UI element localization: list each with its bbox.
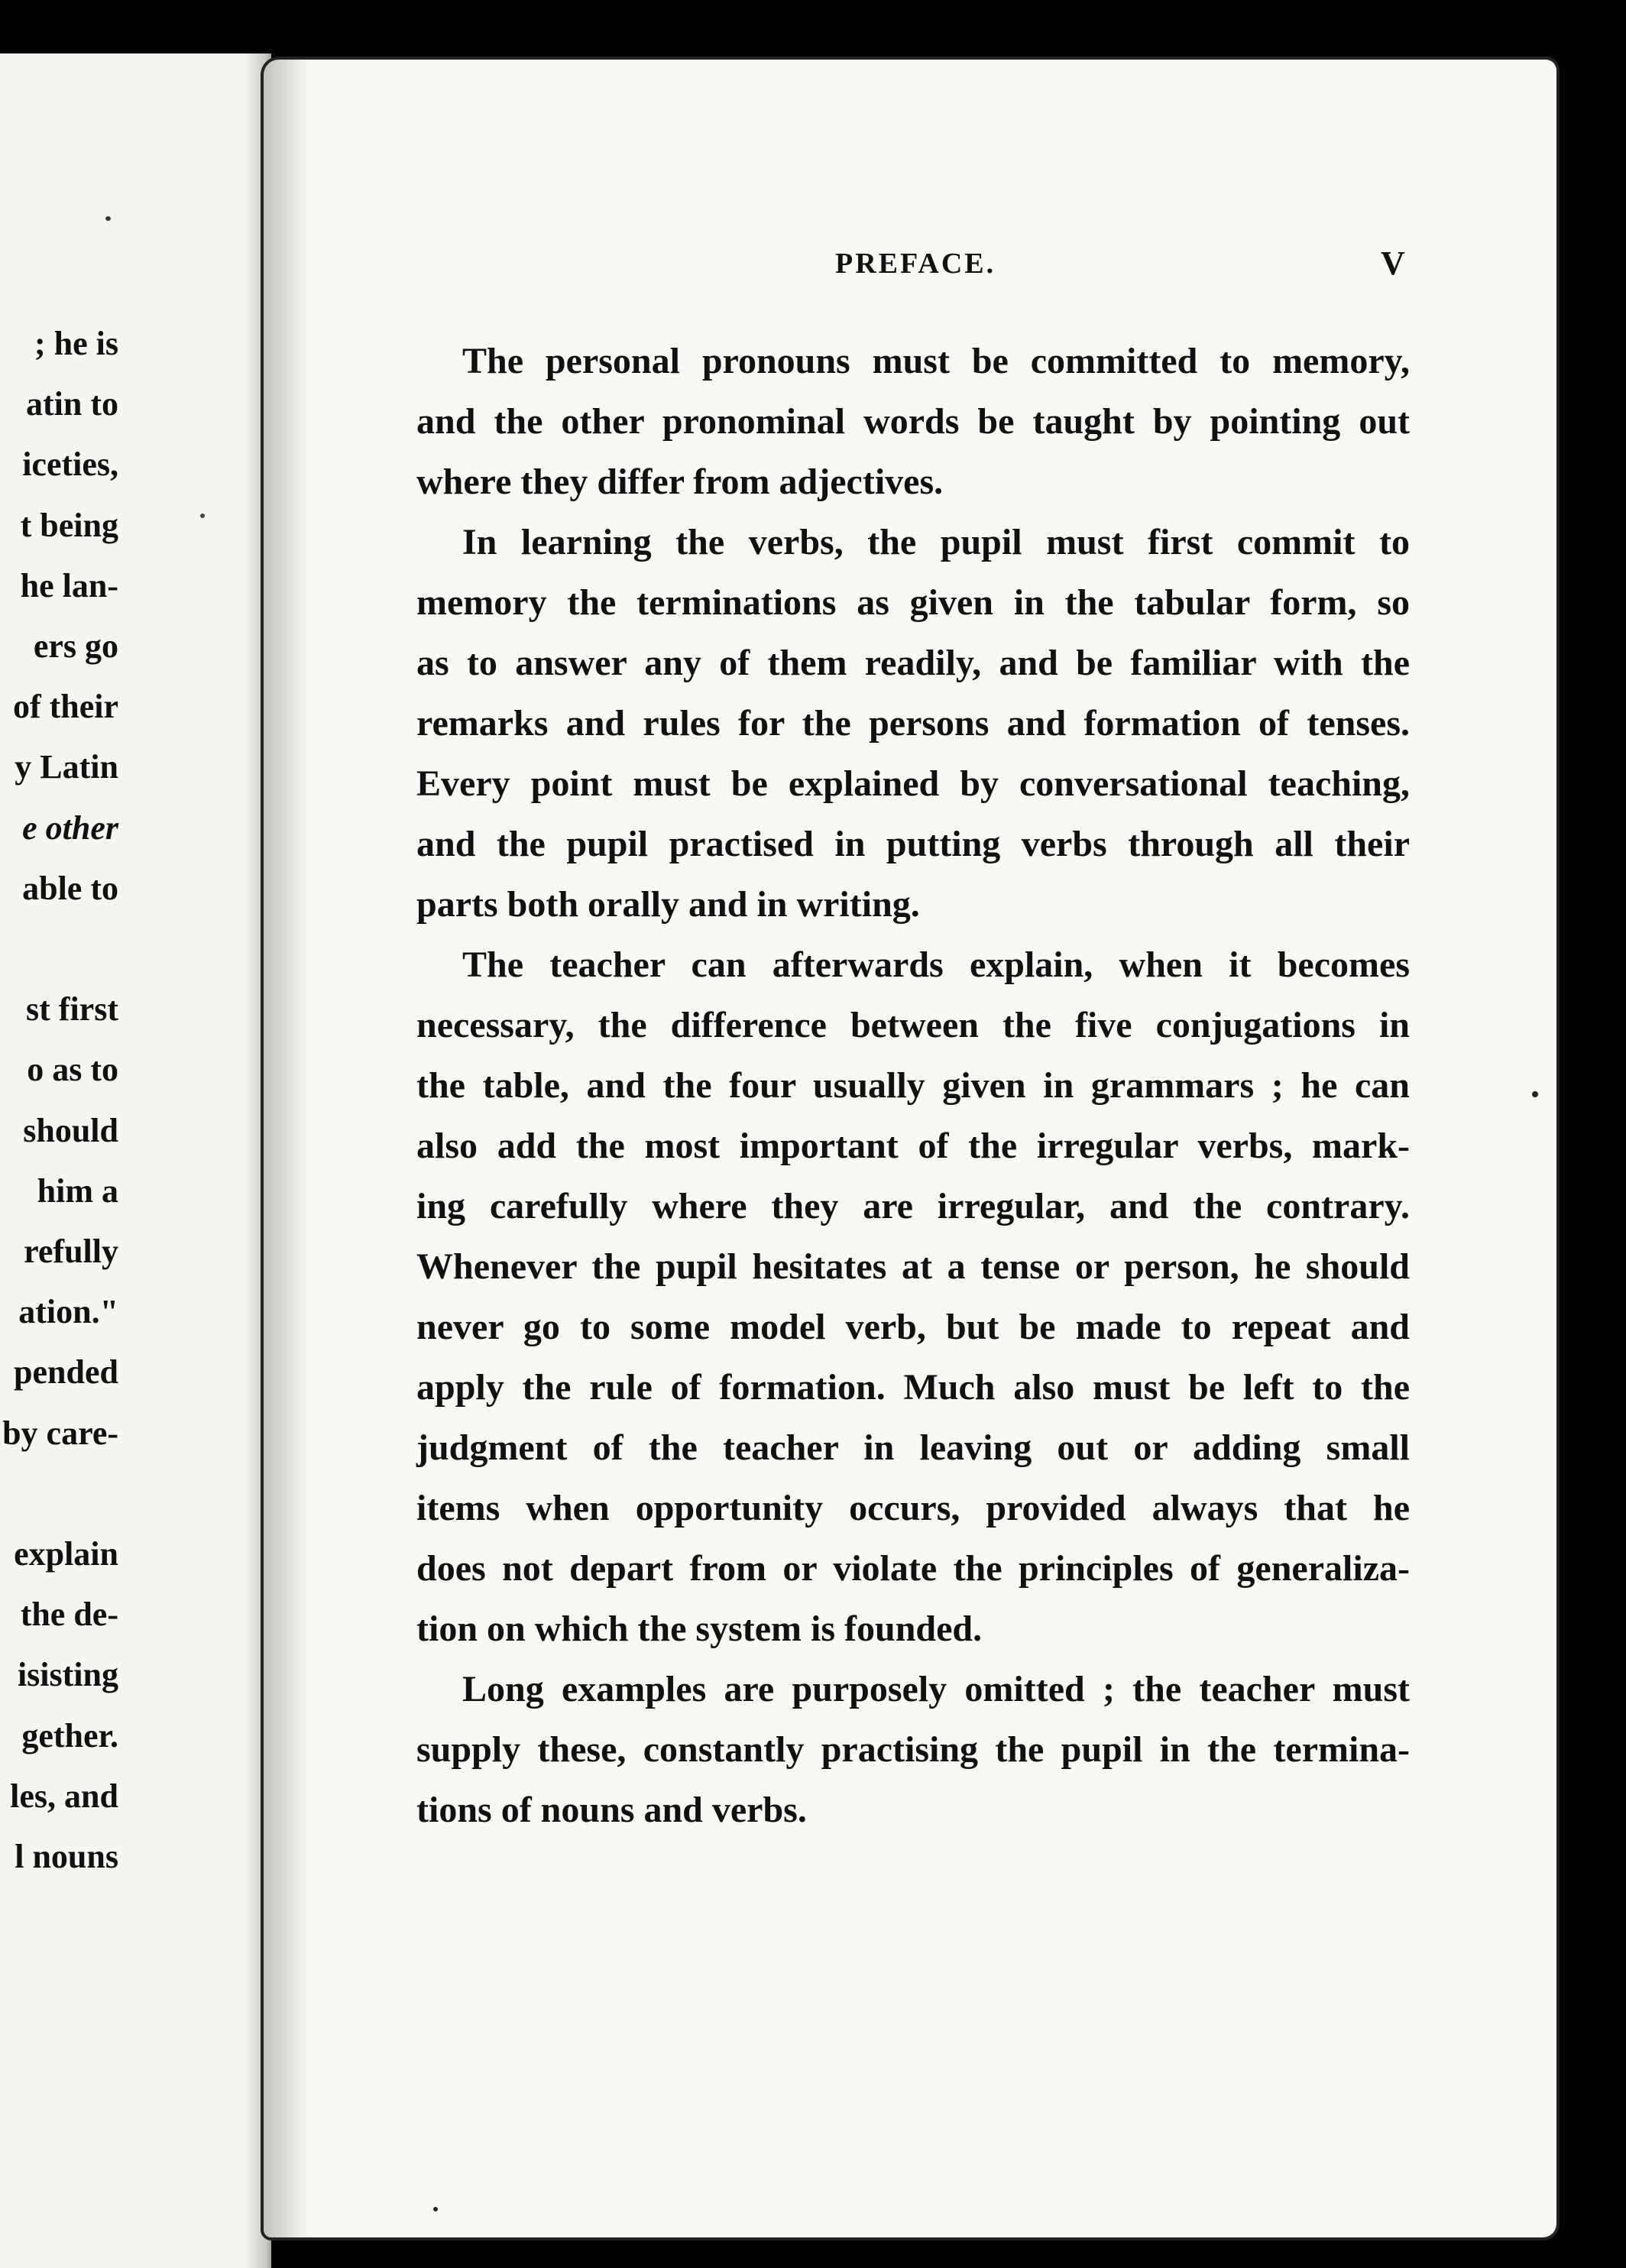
text-line: Every point must be explained by conversational teaching,: [416, 763, 1410, 804]
running-head: [264, 247, 1556, 293]
text-line: tion on which the system is founded.: [416, 1609, 983, 1649]
left-line: the de-: [20, 1596, 118, 1634]
left-line: ation.": [18, 1293, 118, 1331]
ink-speck: [200, 514, 205, 518]
left-line: by care-: [2, 1414, 118, 1452]
left-line: o as to: [27, 1051, 118, 1089]
ink-speck: [105, 216, 111, 221]
left-line: refully: [24, 1233, 118, 1271]
text-line: The teacher can afterwards explain, when it becomes: [462, 944, 1410, 985]
left-line: st first: [26, 990, 118, 1029]
left-line: pended: [14, 1353, 118, 1392]
left-line: ; he is: [34, 325, 118, 362]
left-line: gether.: [21, 1716, 118, 1754]
text-line: Whenever the pupil hesitates at a tense or person, he should: [416, 1246, 1410, 1287]
text-line: remarks and rules for the persons and formation of tenses.: [416, 703, 1410, 744]
left-line-italic: e other: [22, 808, 118, 847]
text-line: also add the most important of the irregular verbs, mark-: [416, 1126, 1410, 1166]
text-line: items when opportunity occurs, provided always that he: [416, 1488, 1410, 1528]
text-line: parts both orally and in writing.: [416, 884, 920, 925]
text-line: memory the terminations as given in the tabular form, so: [416, 582, 1410, 623]
text-line: does not depart from or violate the principles of generaliza-: [416, 1548, 1410, 1589]
text-line: ing carefully where they are irregular, and the contrary.: [416, 1186, 1410, 1226]
gutter-shade: [264, 60, 309, 2237]
text-line: where they differ from adjectives.: [416, 462, 944, 502]
left-line: iceties,: [22, 446, 118, 484]
left-line: atin to: [26, 385, 118, 423]
left-line: t being: [20, 506, 118, 544]
text-line: necessary, the difference between the five conjugations in: [416, 1005, 1410, 1045]
left-line: explain: [14, 1535, 118, 1573]
right-page: [264, 60, 1556, 2237]
left-line: him a: [37, 1171, 118, 1210]
text-line: tions of nouns and verbs.: [416, 1790, 807, 1830]
text-line: Long examples are purposely omitted ; the teacher must: [462, 1669, 1410, 1709]
text-line: apply the rule of formation. Much also must be left to the: [416, 1367, 1410, 1408]
left-line: isisting: [17, 1656, 118, 1694]
left-line: [0, 798, 118, 858]
text-line: the table, and the four usually given in grammars ; he can: [416, 1065, 1410, 1106]
ink-speck: [1532, 1091, 1538, 1097]
text-line: supply these, constantly practising the pupil in the termina-: [416, 1729, 1410, 1770]
left-line: y Latin: [15, 748, 118, 786]
left-line: ers go: [33, 627, 118, 666]
text-line: never go to some model verb, but be made to repeat and: [416, 1307, 1410, 1347]
text-line: and the pupil practised in putting verbs through all their: [416, 824, 1410, 864]
left-line: of their: [12, 688, 118, 726]
text-line: as to answer any of them readily, and be familiar with the: [416, 643, 1410, 683]
left-line-gap: [0, 919, 118, 979]
text-line: In learning the verbs, the pupil must first commit to: [462, 522, 1410, 562]
text-line: judgment of the teacher in leaving out or adding small: [416, 1427, 1410, 1468]
left-page-fragment: [0, 53, 271, 2268]
left-page-text: [0, 313, 118, 1887]
running-title: PREFACE.: [835, 248, 996, 280]
left-line: les, and: [10, 1777, 118, 1815]
left-line: l nouns: [15, 1838, 118, 1876]
left-line: able to: [22, 869, 118, 907]
left-line: should: [23, 1111, 118, 1149]
body-text: [416, 331, 1410, 1840]
page-number: V: [1381, 245, 1405, 282]
left-line-gap: [0, 1463, 118, 1524]
left-line: he lan-: [20, 566, 118, 604]
ink-speck: [433, 2207, 438, 2211]
text-line: and the other pronominal words be taught by pointing out: [416, 401, 1410, 442]
text-line: The personal pronouns must be committed to memory,: [462, 341, 1410, 381]
